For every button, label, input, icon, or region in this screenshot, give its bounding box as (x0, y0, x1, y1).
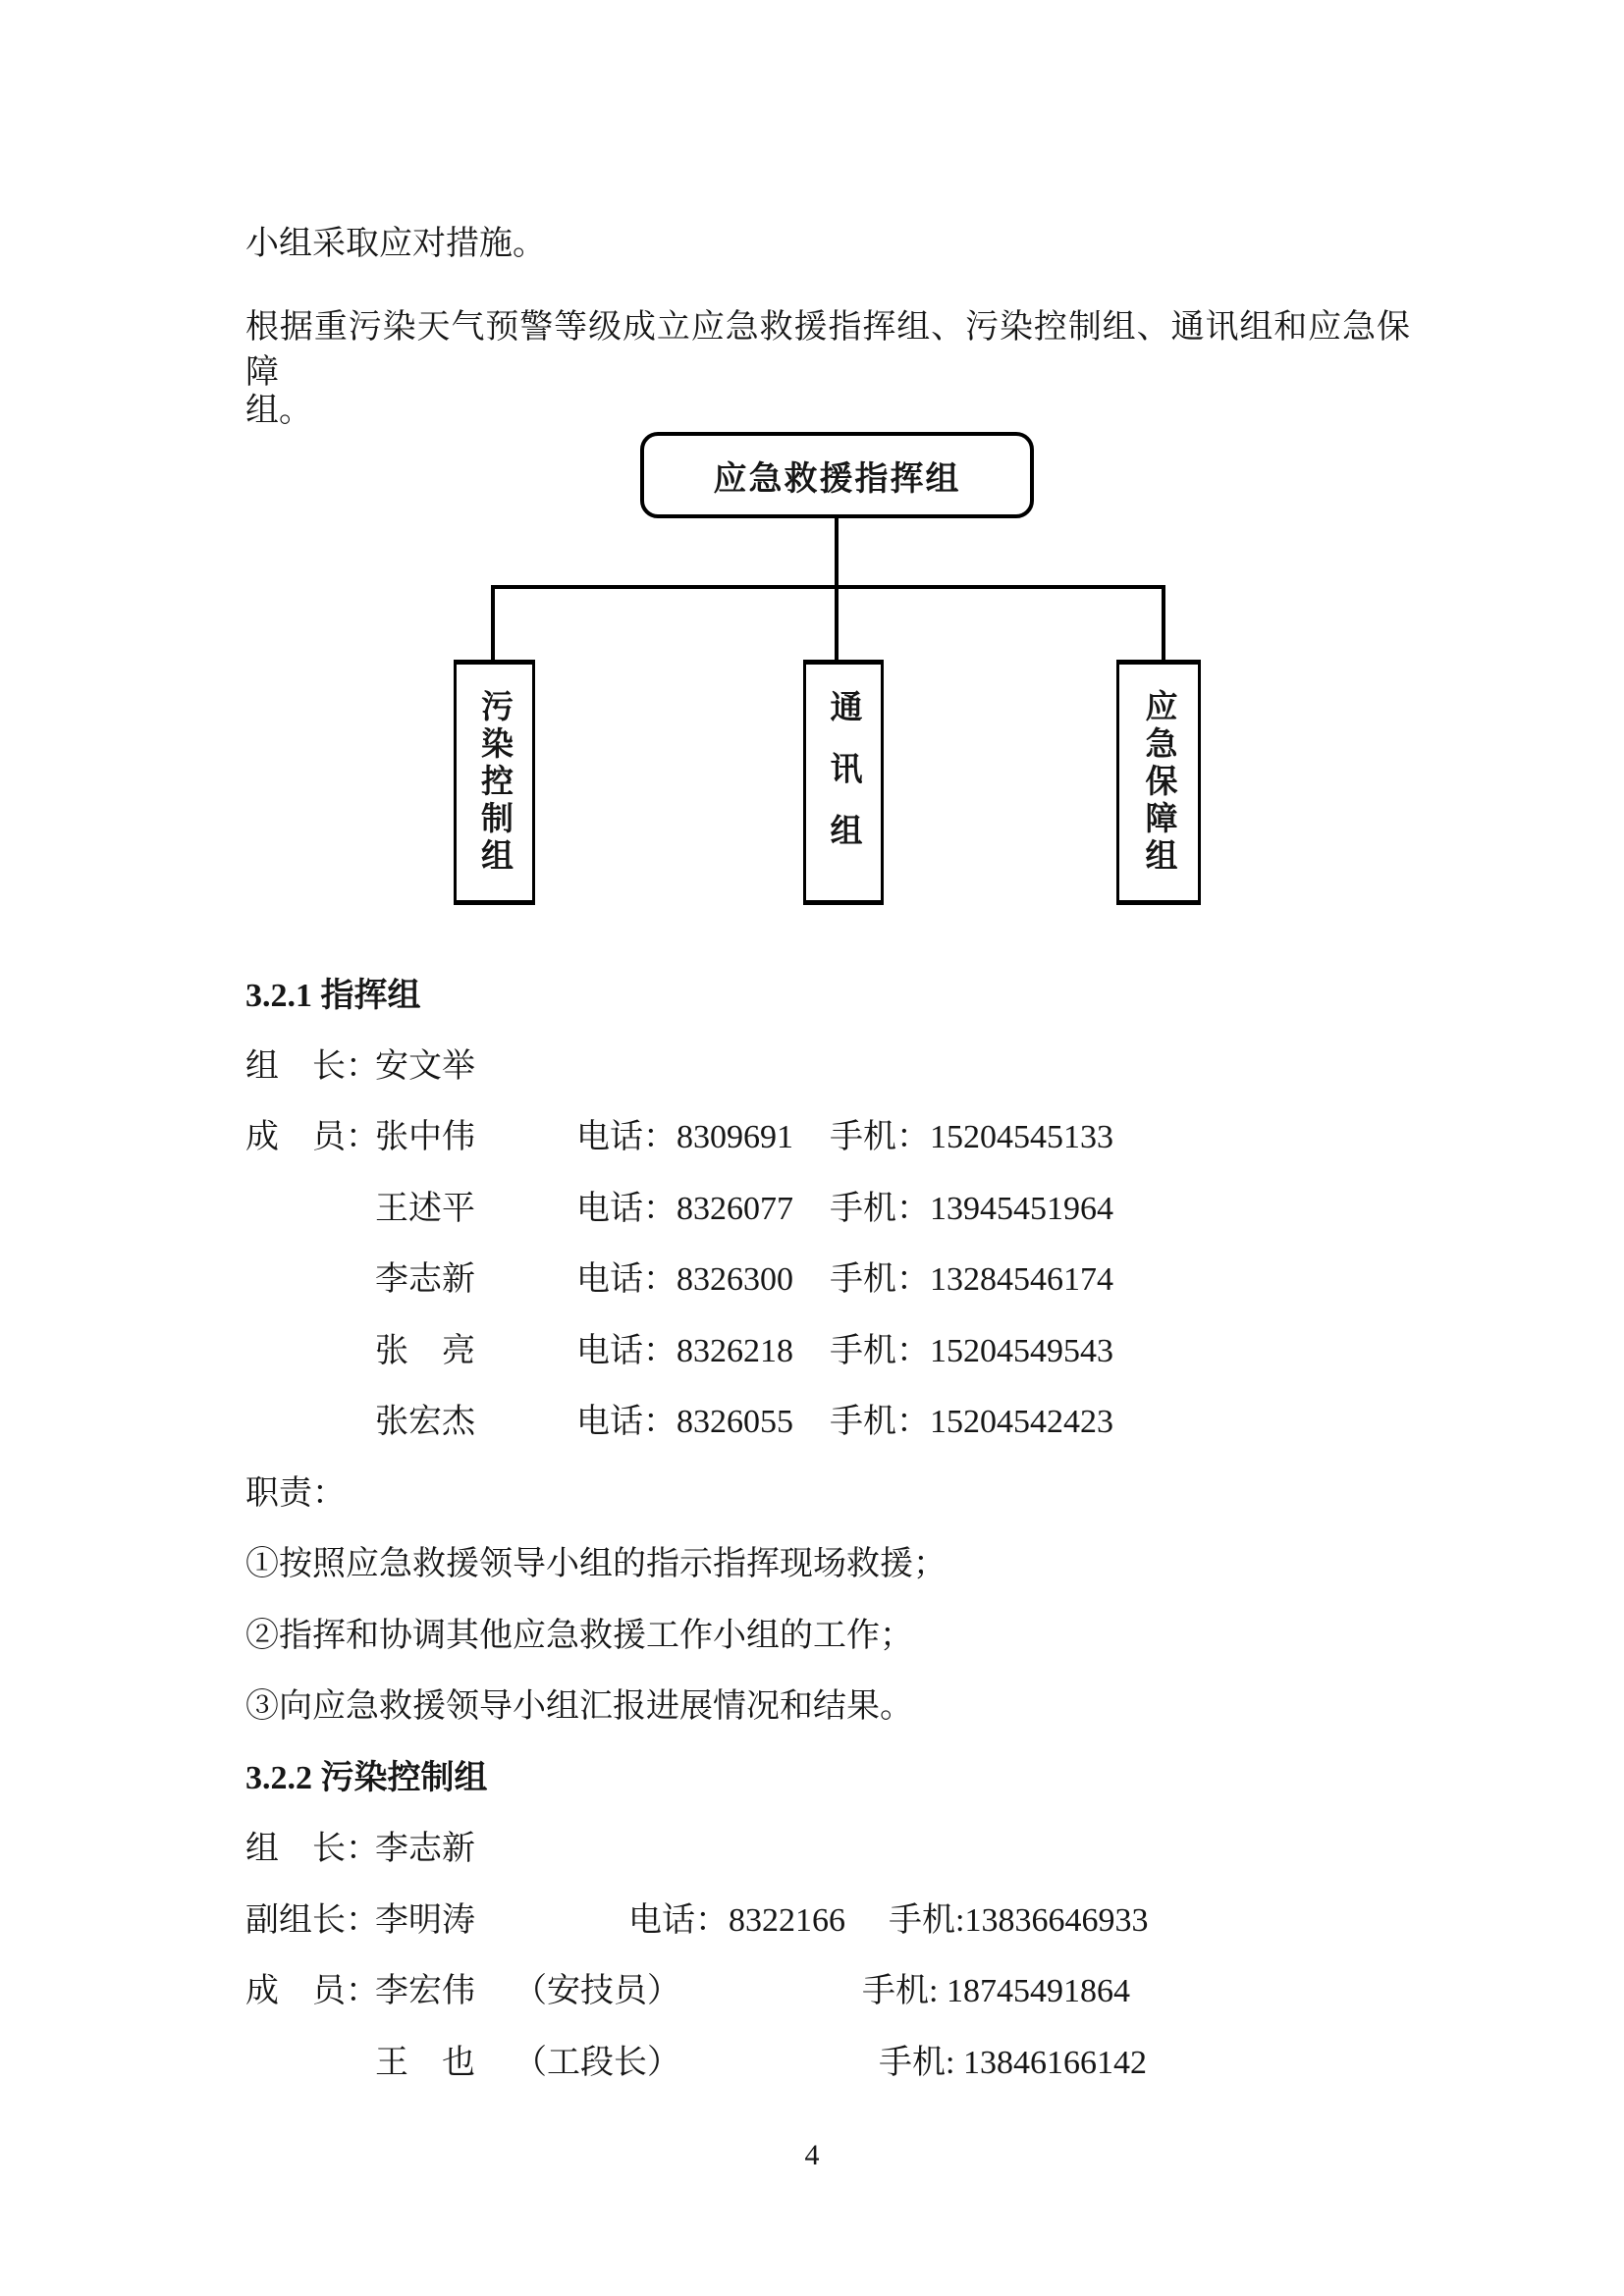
duty-item: ①按照应急救援领导小组的指示指挥现场救援； (245, 1546, 947, 1582)
connector-horizontal-bar (491, 585, 1165, 589)
member-name: 李志新 (375, 1261, 475, 1298)
member-label: 成 员： (245, 1973, 379, 2009)
org-box-communication (803, 660, 884, 905)
member-row (245, 1329, 1410, 1374)
member-phone: 电话：8309691 (576, 1119, 793, 1155)
member-name: 李宏伟 (375, 1973, 475, 2009)
member-role: （安技员） (514, 1973, 680, 2009)
member-row (245, 1115, 1410, 1160)
connector-drop-right (1162, 589, 1165, 660)
org-root-box (640, 432, 1034, 518)
deputy-phone: 电话：8322166 (628, 1902, 845, 1939)
paragraph-groups-line1: 根据重污染天气预警等级成立应急救援指挥组、污染控制组、通讯组和应急保障 (245, 309, 1410, 391)
org-box-communication-label: 通讯组 (825, 689, 861, 876)
member-mobile: 手机: 13846166142 (879, 2045, 1147, 2081)
member-row (245, 1400, 1410, 1445)
duty-heading: 职责： (245, 1475, 346, 1512)
member-name: 张 亮 (375, 1333, 475, 1369)
member-phone: 电话：8326077 (576, 1191, 793, 1227)
section-heading-3-2-2: 3.2.2 污染控制组 (245, 1760, 488, 1796)
page-number: 4 (804, 2139, 820, 2171)
connector-drop-middle (835, 589, 839, 660)
section-heading-3-2-1: 3.2.1 指挥组 (245, 978, 421, 1014)
deputy-mobile: 手机:13836646933 (889, 1902, 1149, 1939)
member-row (245, 1257, 1410, 1303)
org-box-emergency-support-label: 应急保障组 (1140, 689, 1176, 876)
member-name: 王述平 (375, 1191, 475, 1227)
paragraph-groups-line2: 组。 (245, 393, 312, 429)
leader-row (245, 1827, 1410, 1872)
duty-item: ②指挥和协调其他应急救援工作小组的工作； (245, 1618, 913, 1654)
member-mobile: 手机: 18745491864 (862, 1973, 1130, 2009)
member-label: 成 员： (245, 1119, 379, 1155)
member-name: 王 也 (375, 2045, 475, 2081)
paragraph-intro: 小组采取应对措施。 (245, 226, 546, 262)
member-phone: 电话：8326300 (576, 1261, 793, 1298)
deputy-leader-row (245, 1898, 1410, 1944)
member-mobile: 手机：15204549543 (830, 1333, 1113, 1369)
member-phone: 电话：8326055 (576, 1404, 793, 1440)
member-mobile: 手机：13945451964 (830, 1191, 1113, 1227)
member-row (245, 1187, 1410, 1232)
leader-row (245, 1044, 1410, 1090)
org-box-pollution-control (454, 660, 535, 905)
leader-name: 李志新 (375, 1831, 475, 1867)
member-name: 张中伟 (375, 1119, 475, 1155)
leader-label: 组 长： (245, 1048, 379, 1085)
member-role: （工段长） (514, 2045, 680, 2081)
org-root-label: 应急救援指挥组 (713, 460, 961, 498)
member-mobile: 手机：15204542423 (830, 1404, 1113, 1440)
connector-drop-left (491, 589, 495, 660)
duty-item: ③向应急救援领导小组汇报进展情况和结果。 (245, 1688, 913, 1725)
member-mobile: 手机：15204545133 (830, 1119, 1113, 1155)
deputy-name: 李明涛 (375, 1902, 475, 1939)
member-name: 张宏杰 (375, 1404, 475, 1440)
member-phone: 电话：8326218 (576, 1333, 793, 1369)
leader-label: 组 长： (245, 1831, 379, 1867)
org-box-emergency-support (1116, 660, 1201, 905)
org-chart (0, 0, 1624, 942)
deputy-label: 副组长： (245, 1902, 379, 1939)
leader-name: 安文举 (375, 1048, 475, 1085)
org-box-pollution-control-label: 污染控制组 (476, 689, 512, 876)
member-row (245, 2041, 1410, 2086)
member-row (245, 1969, 1410, 2014)
member-mobile: 手机：13284546174 (830, 1261, 1113, 1298)
connector-root-stub (835, 518, 839, 585)
